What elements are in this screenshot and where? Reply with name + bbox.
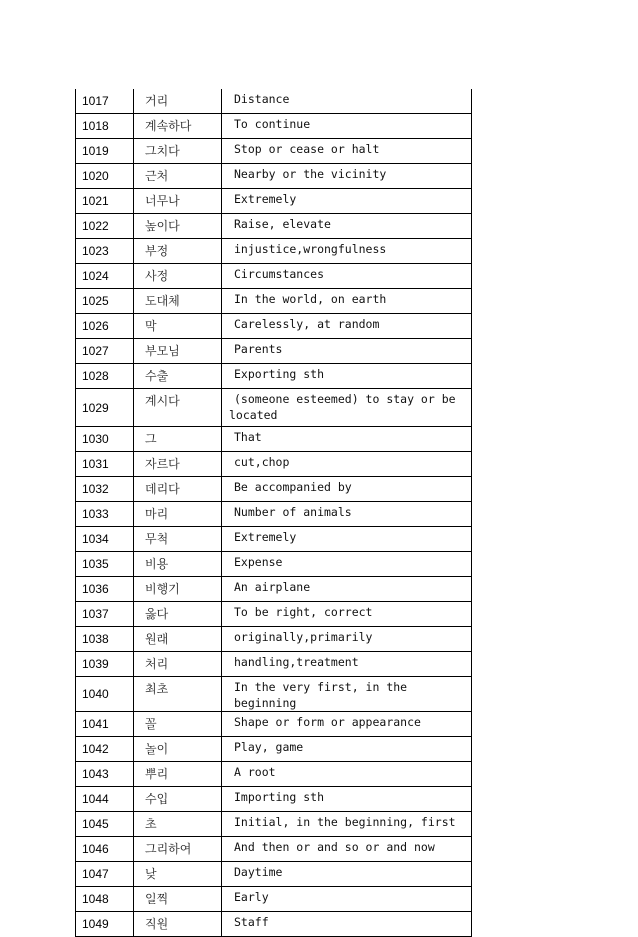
table-row (76, 239, 472, 264)
entry-number: 1024 (76, 264, 134, 289)
english-meaning: injustice,wrongfulness (222, 239, 472, 264)
entry-number: 1037 (76, 602, 134, 627)
entry-number: 1046 (76, 837, 134, 862)
korean-word: 놀이 (134, 737, 222, 762)
table-row (76, 577, 472, 602)
english-meaning: Exporting sth (222, 364, 472, 389)
english-meaning: Carelessly, at random (222, 314, 472, 339)
korean-word: 근처 (134, 164, 222, 189)
english-meaning: Distance (222, 89, 472, 114)
korean-word: 비용 (134, 552, 222, 577)
table-row (76, 527, 472, 552)
table-row (76, 812, 472, 837)
korean-word: 데리다 (134, 477, 222, 502)
english-meaning: Daytime (222, 862, 472, 887)
entry-number: 1020 (76, 164, 134, 189)
english-meaning: Stop or cease or halt (222, 139, 472, 164)
english-meaning: To continue (222, 114, 472, 139)
table-row (76, 364, 472, 389)
entry-number: 1038 (76, 627, 134, 652)
table-row (76, 339, 472, 364)
entry-number: 1035 (76, 552, 134, 577)
table-row (76, 477, 472, 502)
entry-number: 1018 (76, 114, 134, 139)
entry-number: 1049 (76, 912, 134, 937)
entry-number: 1032 (76, 477, 134, 502)
entry-number: 1031 (76, 452, 134, 477)
table-row (76, 712, 472, 737)
table-row (76, 887, 472, 912)
korean-word: 부모님 (134, 339, 222, 364)
english-meaning: And then or and so or and now (222, 837, 472, 862)
entry-number: 1026 (76, 314, 134, 339)
entry-number: 1042 (76, 737, 134, 762)
table-row (76, 452, 472, 477)
english-meaning: In the very first, in the beginning (222, 677, 472, 712)
entry-number: 1043 (76, 762, 134, 787)
korean-word: 수출 (134, 364, 222, 389)
korean-word: 최초 (134, 677, 222, 712)
table-row (76, 912, 472, 937)
table-row (76, 189, 472, 214)
table-row (76, 314, 472, 339)
table-row (76, 502, 472, 527)
korean-word: 뿌리 (134, 762, 222, 787)
korean-word: 자르다 (134, 452, 222, 477)
table-row (76, 677, 472, 712)
english-meaning: Be accompanied by (222, 477, 472, 502)
korean-word: 너무나 (134, 189, 222, 214)
entry-number: 1017 (76, 89, 134, 114)
vocabulary-table-body (76, 89, 472, 937)
entry-number: 1041 (76, 712, 134, 737)
entry-number: 1036 (76, 577, 134, 602)
entry-number: 1021 (76, 189, 134, 214)
entry-number: 1028 (76, 364, 134, 389)
english-meaning: Extremely (222, 189, 472, 214)
table-row (76, 114, 472, 139)
korean-word: 사정 (134, 264, 222, 289)
english-meaning: Raise, elevate (222, 214, 472, 239)
entry-number: 1023 (76, 239, 134, 264)
table-row (76, 139, 472, 164)
english-meaning: Importing sth (222, 787, 472, 812)
korean-word: 직원 (134, 912, 222, 937)
english-meaning: Circumstances (222, 264, 472, 289)
korean-word: 일찍 (134, 887, 222, 912)
english-meaning: cut,chop (222, 452, 472, 477)
entry-number: 1048 (76, 887, 134, 912)
korean-word: 수입 (134, 787, 222, 812)
table-row (76, 264, 472, 289)
entry-number: 1047 (76, 862, 134, 887)
table-row (76, 214, 472, 239)
entry-number: 1045 (76, 812, 134, 837)
english-meaning: In the world, on earth (222, 289, 472, 314)
table-row (76, 89, 472, 114)
entry-number: 1039 (76, 652, 134, 677)
entry-number: 1019 (76, 139, 134, 164)
table-row (76, 787, 472, 812)
vocabulary-table (75, 89, 472, 937)
entry-number: 1025 (76, 289, 134, 314)
english-meaning: Early (222, 887, 472, 912)
korean-word: 원래 (134, 627, 222, 652)
english-meaning: Nearby or the vicinity (222, 164, 472, 189)
english-meaning: Expense (222, 552, 472, 577)
korean-word: 낮 (134, 862, 222, 887)
korean-word: 옳다 (134, 602, 222, 627)
table-row (76, 289, 472, 314)
table-row (76, 552, 472, 577)
table-row (76, 837, 472, 862)
korean-word: 무척 (134, 527, 222, 552)
korean-word: 처리 (134, 652, 222, 677)
entry-number: 1033 (76, 502, 134, 527)
english-meaning: An airplane (222, 577, 472, 602)
english-meaning: To be right, correct (222, 602, 472, 627)
entry-number: 1044 (76, 787, 134, 812)
entry-number: 1030 (76, 427, 134, 452)
english-meaning: Shape or form or appearance (222, 712, 472, 737)
english-meaning: Extremely (222, 527, 472, 552)
english-meaning: A root (222, 762, 472, 787)
english-meaning: handling,treatment (222, 652, 472, 677)
korean-word: 초 (134, 812, 222, 837)
korean-word: 계속하다 (134, 114, 222, 139)
table-row (76, 627, 472, 652)
korean-word: 그치다 (134, 139, 222, 164)
english-meaning: Play, game (222, 737, 472, 762)
korean-word: 높이다 (134, 214, 222, 239)
table-row (76, 164, 472, 189)
entry-number: 1029 (76, 389, 134, 427)
entry-number: 1027 (76, 339, 134, 364)
korean-word: 도대체 (134, 289, 222, 314)
korean-word: 계시다 (134, 389, 222, 427)
english-meaning: Staff (222, 912, 472, 937)
entry-number: 1040 (76, 677, 134, 712)
english-meaning: Parents (222, 339, 472, 364)
korean-word: 그 (134, 427, 222, 452)
english-meaning: originally,primarily (222, 627, 472, 652)
table-row (76, 762, 472, 787)
korean-word: 그리하여 (134, 837, 222, 862)
korean-word: 비행기 (134, 577, 222, 602)
korean-word: 막 (134, 314, 222, 339)
english-meaning: Initial, in the beginning, first (222, 812, 472, 837)
entry-number: 1022 (76, 214, 134, 239)
table-row (76, 427, 472, 452)
korean-word: 꼴 (134, 712, 222, 737)
english-meaning: (someone esteemed) to stay or be located (222, 389, 472, 427)
korean-word: 부정 (134, 239, 222, 264)
korean-word: 마리 (134, 502, 222, 527)
table-row (76, 862, 472, 887)
table-row (76, 602, 472, 627)
korean-word: 거리 (134, 89, 222, 114)
english-meaning: That (222, 427, 472, 452)
table-row (76, 652, 472, 677)
entry-number: 1034 (76, 527, 134, 552)
table-row (76, 737, 472, 762)
english-meaning: Number of animals (222, 502, 472, 527)
table-row (76, 389, 472, 427)
